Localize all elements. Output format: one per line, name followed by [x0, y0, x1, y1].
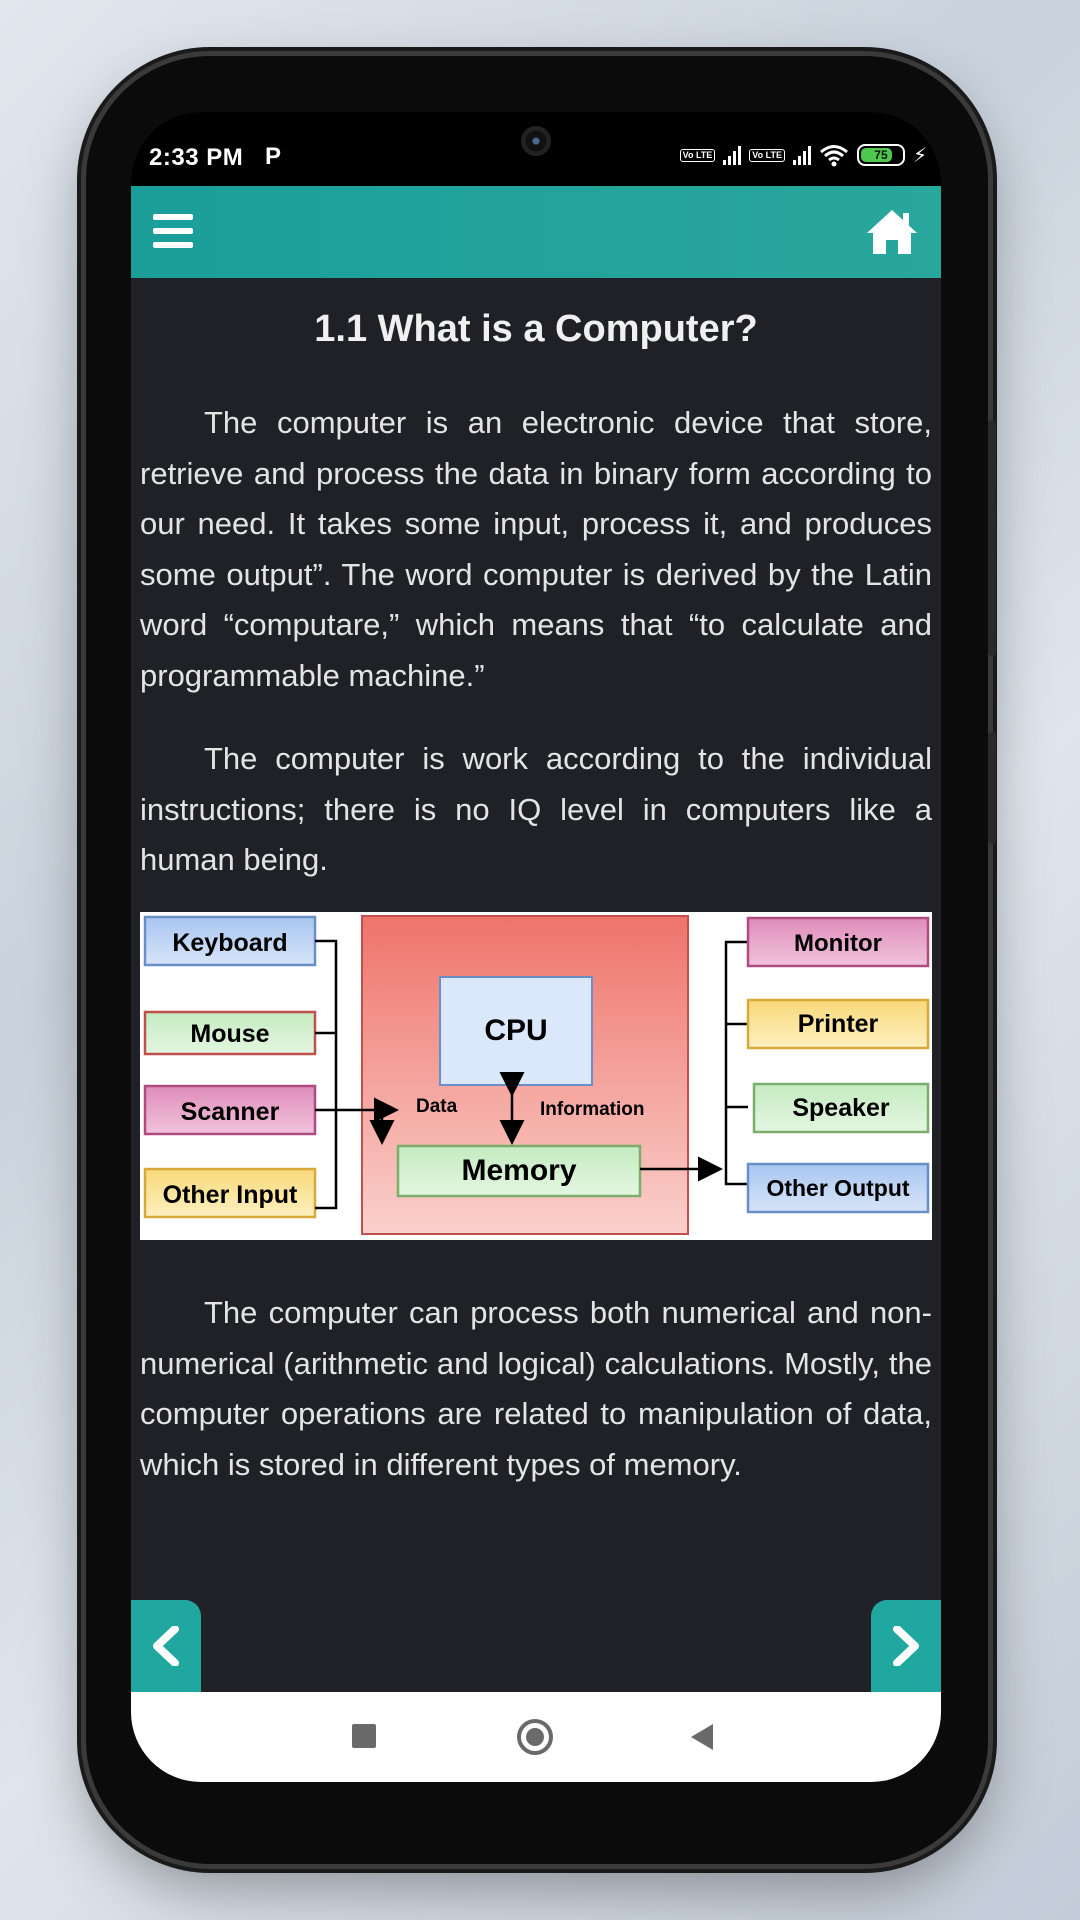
lte-badge-2: Vo LTE	[749, 149, 785, 162]
triangle-back-icon[interactable]	[691, 1724, 713, 1750]
chevron-left-icon	[149, 1626, 183, 1666]
volume-button	[988, 420, 996, 656]
app-toolbar	[131, 186, 941, 278]
page-title: 1.1 What is a Computer?	[314, 308, 758, 350]
input-label: Scanner	[180, 1098, 280, 1126]
lte-badge-1: Vo LTE	[680, 149, 716, 162]
chevron-right-icon	[889, 1626, 923, 1666]
parking-indicator: P	[265, 143, 282, 170]
output-label: Speaker	[792, 1094, 890, 1122]
cpu-label: CPU	[484, 1014, 548, 1047]
battery-icon	[857, 144, 905, 166]
data-label: Data	[416, 1096, 458, 1117]
paragraph-2: The computer is work according to the individual instructions; there is no IQ level in computers like a human being.	[140, 741, 932, 878]
article-content	[131, 278, 941, 1712]
next-page-button[interactable]	[871, 1600, 941, 1692]
circle-icon[interactable]	[517, 1719, 553, 1755]
charging-icon: ⚡	[912, 143, 927, 167]
input-label: Keyboard	[172, 929, 288, 957]
status-icons	[680, 142, 927, 168]
camera-icon	[521, 126, 551, 156]
square-icon[interactable]	[352, 1724, 376, 1748]
signal-icon	[793, 145, 811, 165]
home-icon[interactable]	[865, 208, 919, 256]
information-label: Information	[540, 1099, 645, 1120]
wifi-icon	[819, 143, 849, 167]
output-label: Monitor	[794, 930, 882, 957]
paragraph-1: The computer is an electronic device that store, retrieve and process the data in binary form according to our need. It takes some input, process it, and produces some output”. The word computer is derived by the Latin word “computare,” which means that “to calculate and programmable machine.”	[140, 405, 932, 693]
previous-page-button[interactable]	[131, 1600, 201, 1692]
hamburger-menu-icon[interactable]	[153, 214, 193, 250]
computer-block-diagram	[140, 912, 932, 1240]
memory-label: Memory	[461, 1154, 577, 1187]
status-time: 2:33 PM	[149, 144, 244, 171]
battery-level: 75	[874, 148, 888, 162]
output-label: Other Output	[766, 1175, 910, 1201]
paragraph-3: The computer can process both numerical and non-numerical (arithmetic and logical) calculations. Mostly, the computer operations are related to manipulation of data, which is stored in different types of memory.	[140, 1295, 932, 1482]
phone-screen	[131, 112, 941, 1782]
power-button	[988, 732, 996, 844]
input-label: Other Input	[162, 1181, 298, 1209]
output-label: Printer	[797, 1010, 879, 1038]
diagram-svg	[140, 912, 932, 1240]
input-label: Mouse	[190, 1020, 270, 1048]
signal-icon	[723, 145, 741, 165]
system-nav-bar	[131, 1692, 941, 1782]
